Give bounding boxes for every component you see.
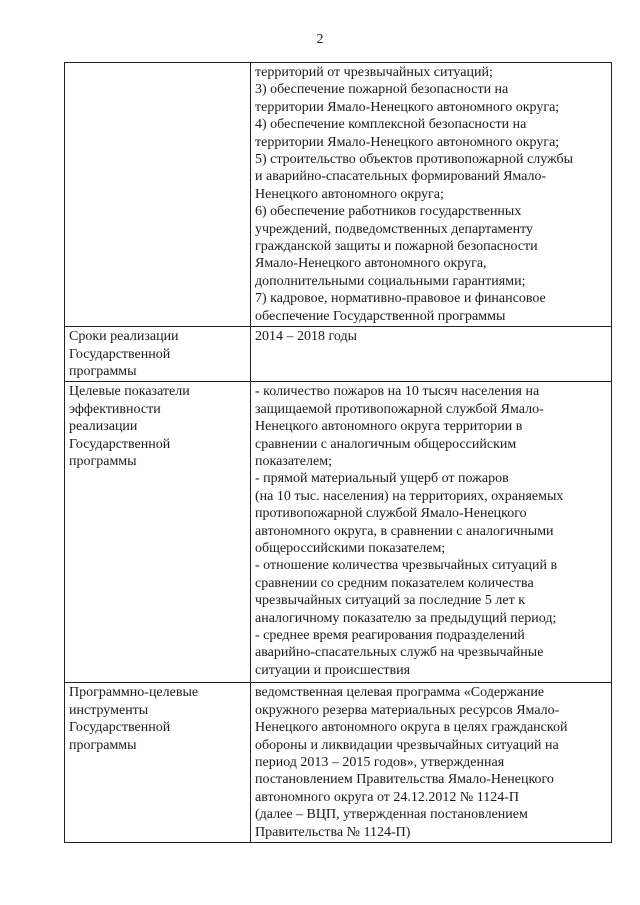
- value-line: обеспечение Государственной программы: [255, 308, 506, 324]
- value-line: автономного округа от 24.12.2012 № 1124-П: [255, 789, 519, 805]
- value-line: Ненецкого автономного округа территории в: [255, 419, 523, 435]
- value-line: общероссийскими показателем;: [255, 540, 446, 556]
- value-line: чрезвычайных ситуаций за последние 5 лет к: [255, 593, 526, 609]
- value-line: сравнении со средним показателем количества: [255, 575, 534, 591]
- label-line: Государственной: [69, 346, 171, 362]
- row-value-cell: [251, 63, 612, 327]
- value-line: автономного округа, в сравнении с аналогичными: [255, 523, 554, 539]
- value-line: Ненецкого автономного округа в целях гражданской: [255, 720, 568, 736]
- value-line: и аварийно-спасательных формирований Ямало-: [255, 169, 547, 185]
- table-row: [65, 382, 612, 683]
- table-body: [65, 63, 612, 843]
- value-line: (на 10 тыс. населения) на территориях, охраняемых: [255, 488, 564, 504]
- value-line: 5) строительство объектов противопожарной службы: [255, 152, 574, 168]
- value-line: обороны и ликвидации чрезвычайных ситуаций на: [255, 737, 559, 753]
- label-line: Программно-целевые: [69, 685, 199, 701]
- label-line: эффективности: [69, 401, 161, 417]
- value-line: аналогичному показателю за предыдущий период;: [255, 610, 557, 626]
- value-line: (далее – ВЦП, утвержденная постановлением: [255, 807, 528, 823]
- value-line: территорий от чрезвычайных ситуаций;: [255, 65, 493, 80]
- value-line: аварийно-спасательных служб на чрезвычайные: [255, 645, 544, 661]
- value-line: 7) кадровое, нормативно-правовое и финансовое: [255, 291, 546, 307]
- label-line: инструменты: [69, 702, 149, 718]
- table-row: [65, 63, 612, 327]
- value-line: Правительства № 1124-П): [255, 824, 411, 840]
- value-line: период 2013 – 2015 годов», утвержденная: [255, 754, 505, 770]
- row-value-cell: [251, 327, 612, 382]
- value-line: территории Ямало-Ненецкого автономного округа;: [255, 99, 560, 115]
- value-line: - среднее время реагирования подразделений: [255, 628, 525, 643]
- value-line: окружного резерва материальных ресурсов Ямало-: [255, 702, 560, 718]
- value-line: противопожарной службой Ямало-Ненецкого: [255, 506, 527, 522]
- row-label-cell: [65, 63, 251, 327]
- value-line: 2014 – 2018 годы: [255, 329, 358, 345]
- label-line: программы: [69, 737, 137, 753]
- label-line: реализации: [69, 419, 138, 435]
- row-value-cell: [251, 382, 612, 683]
- value-line: территории Ямало-Ненецкого автономного округа;: [255, 134, 560, 150]
- value-line: защищаемой противопожарной службой Ямало-: [255, 401, 544, 417]
- value-line: 3) обеспечение пожарной безопасности на: [255, 82, 509, 98]
- row-label-cell: [65, 683, 251, 843]
- value-line: ведомственная целевая программа «Содержание: [255, 685, 545, 701]
- value-line: - количество пожаров на 10 тысяч населения на: [255, 384, 540, 400]
- page-number: 2: [316, 32, 324, 47]
- label-line: Государственной: [69, 436, 171, 452]
- value-line: сравнении с аналогичным общероссийским: [255, 436, 517, 452]
- row-value-cell: [251, 683, 612, 843]
- value-line: показателем;: [255, 453, 332, 469]
- value-line: гражданской защиты и пожарной безопасности: [255, 239, 538, 255]
- value-line: ситуации и происшествия: [255, 662, 411, 678]
- value-line: 6) обеспечение работников государственных: [255, 204, 522, 220]
- row-label-cell: [65, 327, 251, 382]
- value-line: учреждений, подведомственных департаменту: [255, 221, 534, 237]
- label-line: Целевые показатели: [69, 384, 190, 400]
- value-line: дополнительными социальными гарантиями;: [255, 273, 526, 289]
- table-row: [65, 683, 612, 843]
- value-line: 4) обеспечение комплексной безопасности на: [255, 117, 527, 133]
- label-line: Государственной: [69, 720, 171, 736]
- program-passport-table: [64, 62, 612, 843]
- value-line: Ямало-Ненецкого автономного округа,: [255, 256, 487, 272]
- label-line: программы: [69, 363, 137, 379]
- table-row: [65, 327, 612, 382]
- value-line: Ненецкого автономного округа;: [255, 186, 444, 202]
- value-line: - прямой материальный ущерб от пожаров: [255, 471, 509, 487]
- value-line: - отношение количества чрезвычайных ситуаций в: [255, 558, 558, 574]
- label-line: Сроки реализации: [69, 329, 179, 345]
- row-label-cell: [65, 382, 251, 683]
- label-line: программы: [69, 453, 137, 469]
- value-line: постановлением Правительства Ямало-Ненецкого: [255, 772, 554, 788]
